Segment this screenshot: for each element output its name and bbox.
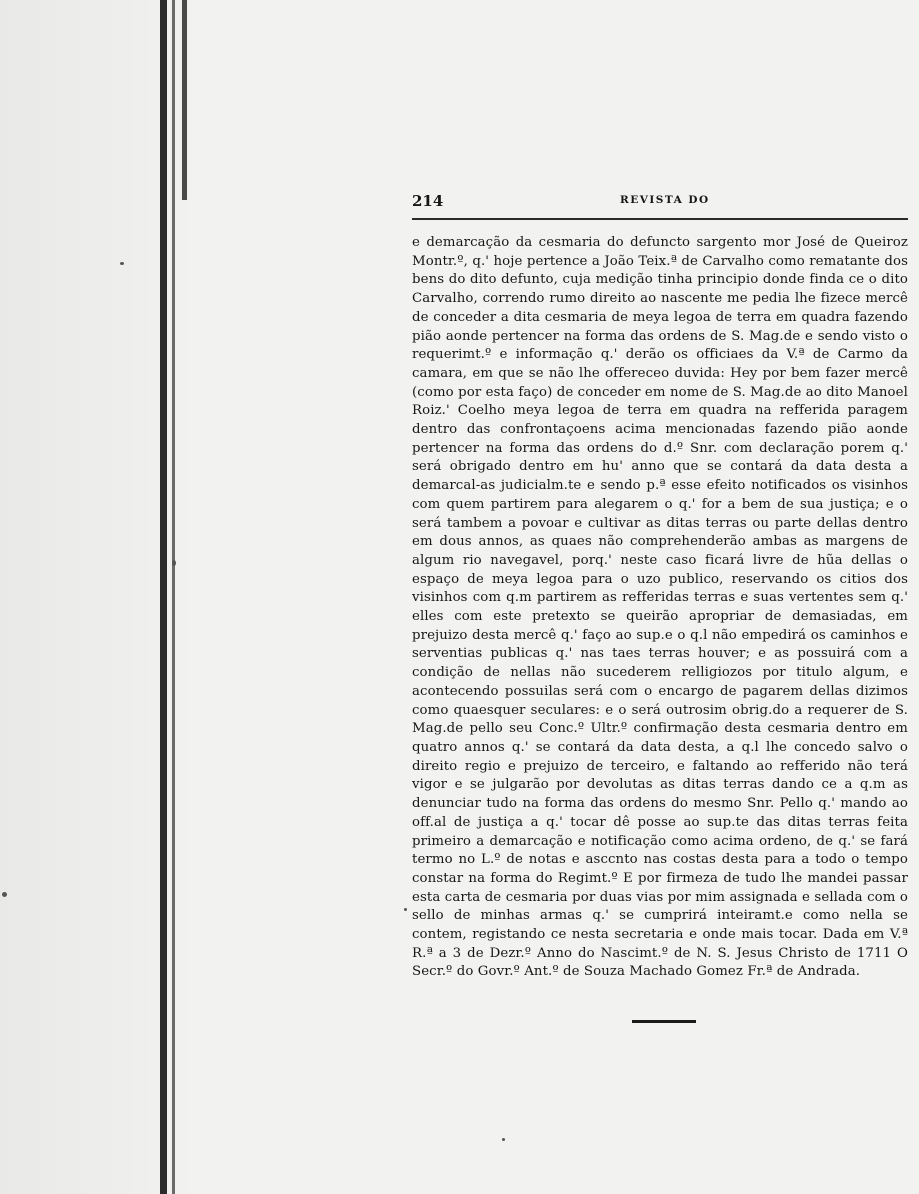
end-rule <box>632 1020 696 1023</box>
speck <box>502 1138 505 1141</box>
binding-edge <box>160 0 167 1194</box>
speck <box>120 262 124 265</box>
page-number: 214 <box>412 192 444 210</box>
page <box>412 192 908 982</box>
body-text: e demarcação da cesmaria do defuncto sargento mor José de Queiroz Montr.º, q.' hoje pertence a João Teix.ª de Carvalho como rematante dos bens do dito defunto, cuja medição tinha principio donde finda ce o dito Carvalho, correndo rumo direito ao nascente me pedia lhe fizece mercê de conceder a dita cesmaria de meya legoa de terra em quadra fazendo pião aonde pertencer na forma das ordens de S. Mag.de e sendo visto o requerimt.º e informação q.' derão os officiaes da V.ª de Carmo da camara, em que se não lhe offereceo duvida: Hey por bem fazer mercê (como por esta faço) de conceder em nome de S. Mag.de ao dito Manoel Roiz.' Coelho meya legoa de terra em quadra na refferida paragem dentro das confrontaçoens acima mencionadas fazendo pião aonde pertencer na forma das ordens do d.º Snr. com declaração porem q.' será obrigado dentro em hu' anno que se contará da data desta a demarcal-as judicialm.te e sendo p.ª esse efeito notificados os visinhos com quem partirem para alegarem o q.' for a bem de sua justiça; e o será tambem a povoar e cultivar as ditas terras ou parte dellas dentro em dous annos, as quaes não comprehenderão ambas as margens de algum rio navegavel, porq.' neste caso ficará livre de hũa dellas o espaço de meya legoa para o uzo publico, reservando os citios dos visinhos com q.m partirem as refferidas terras e suas vertentes sem q.' elles com este pretexto se queirão apropriar de demasiadas, em prejuizo desta mercê q.' faço ao sup.e o q.l não empedirá os caminhos e serventias publicas q.' nas taes terras houver; e as possuirá com a condição de nellas não sucederem relligiozos por titulo algum, e acontecendo possuilas será com o encargo de pagarem dellas dizimos como quaesquer seculares: e o será outrosim obrig.do a requerer de S. Mag.de pello seu Conc.º Ultr.º confirmação desta cesmaria dentro em quatro annos q.' se contará da data desta, a q.l lhe concedo salvo o direito regio e prejuizo de terceiro, e faltando ao refferido não terá vigor e se julgarão por devolutas as ditas terras dando ce a q.m as denunciar tudo na forma das ordens do mesmo Snr. Pello q.' mando ao off.al de justiça a q.' tocar dê posse ao sup.te das ditas terras feita primeiro a demarcação e notificação como acima ordeno, de q.' se fará termo no L.º de notas e asccnto nas costas desta para a todo o tempo constar na forma do Regimt.º E por firmeza de tudo lhe mandei passar esta carta de cesmaria por duas vias por mim assignada e sellada com o sello de minhas armas q.' se cumprirá inteiramt.e como nella se contem, registando ce nesta secretaria e onde mais tocar. Dada em V.ª R.ª a 3 de Dezr.º Anno do Nascimt.º de N. S. Jesus Christo de 1711 O Secr.º do Govr.º Ant.º de Souza Machado Gomez Fr.ª de Andrada. <box>412 235 908 980</box>
binding-fold <box>182 0 187 200</box>
speck <box>172 560 176 566</box>
speck <box>404 908 407 911</box>
header-rule <box>412 218 908 220</box>
binding-shadow <box>172 0 175 1194</box>
speck <box>2 892 7 897</box>
running-head <box>412 192 908 210</box>
header-title: REVISTA DO <box>620 194 710 206</box>
book-gutter <box>0 0 200 1194</box>
